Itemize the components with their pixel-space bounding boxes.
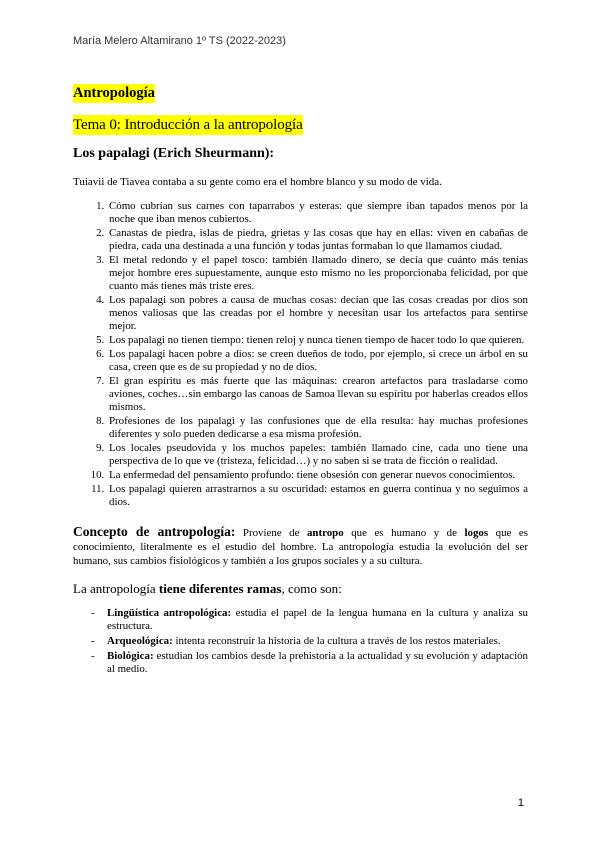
concept-heading: Concepto de antropología: xyxy=(73,524,236,539)
ramas-text: , como son: xyxy=(281,581,342,596)
concept-text: Proviene de xyxy=(235,527,307,539)
dash-bullet: - xyxy=(91,650,95,662)
ramas-text: La antropología xyxy=(73,581,159,596)
rama-label: Lingüística antropológica: xyxy=(107,607,232,619)
list-item: 11. Los papalagi quieren arrastrarnos a su oscuridad: estamos en guerra continua y no seguimos a dios. xyxy=(107,483,528,509)
document-subtitle: Tema 0: Introducción a la antropología xyxy=(73,117,303,133)
rama-text: intenta reconstruir la historia de la cultura a través de los restos materiales. xyxy=(172,635,501,647)
list-item: 10. La enfermedad del pensamiento profundo: tiene obsesión con generar nuevos conocimientos. xyxy=(107,469,528,482)
list-item: 6. Los papalagi hacen pobre a dios: se creen dueños de todo, por ejemplo, si crece un árbol en su casa, creen que es de su propiedad y no de dios. xyxy=(107,348,528,374)
dash-bullet: - xyxy=(91,635,95,647)
dash-bullet: - xyxy=(91,607,95,619)
ramas-bold: tiene diferentes ramas xyxy=(158,581,282,596)
list-item: 5. Los papalagi no tienen tiempo: tienen reloj y nunca tienen tiempo de hacer todo lo que quieren. xyxy=(107,334,528,347)
concept-text: que es humano y de xyxy=(343,527,465,539)
rama-label: Biológica: xyxy=(107,650,154,662)
rama-text: estudian los cambios desde la prehistoria a la actualidad y su evolución y adaptación al medio. xyxy=(107,650,528,675)
concept-text: que es conocimiento, literalmente es el estudio del hombre. La antropología estudia la evolución del ser humano, sus cambios fisiológicos y también a los grupos sociales y a su cultura. xyxy=(73,527,528,567)
rama-text: estudia el papel de la lengua humana en la cultura y analiza su estructura. xyxy=(107,607,529,632)
section-heading-papalagi: Los papalagi (Erich Sheurmann): xyxy=(73,146,275,161)
list-item xyxy=(91,650,528,676)
section-intro: Tuiavii de Tiavea contaba a su gente como era el hombre blanco y su modo de vida. xyxy=(73,176,442,188)
list-item: 1. Cómo cubrían sus carnes con taparrabos y esteras: que siempre iban tapados menos por la noche que iban menos cubiertos. xyxy=(107,200,528,226)
concept-bold-term: logos xyxy=(464,527,489,539)
list-item: 7. El gran espíritu es más fuerte que las máquinas: crearon artefactos para trasladarse como aviones, coches…sin embargo las canoas de Samoa llevan su espíritu por haberlas creados ellos mismos. xyxy=(107,375,528,414)
page-number: 1 xyxy=(517,797,524,809)
list-item: 3. El metal redondo y el papel tosco: también llamado dinero, se decía que cuánto más tenías mejor hombre eres supuestamente, aunque esto mismo no les proporcionaba felicidad, por que cuanto más tienes más triste eres. xyxy=(107,254,528,293)
document-body xyxy=(73,84,528,678)
papalagi-list xyxy=(73,200,528,509)
ramas-intro xyxy=(73,580,528,597)
list-item xyxy=(91,607,528,633)
ramas-list xyxy=(73,607,528,676)
document-title: Antropología xyxy=(73,85,155,101)
page-header: María Melero Altamirano 1º TS (2022-2023) xyxy=(73,35,286,47)
list-item: 2. Canastas de piedra, islas de piedra, grietas y las cosas que hay en ellas: viven en cabañas de piedra, cada una destinada a una función y todas juntas formaban lo que llamamos ciudad. xyxy=(107,227,528,253)
rama-label: Arqueológica: xyxy=(107,635,173,647)
concept-bold-term: antropo xyxy=(306,527,344,539)
concept-paragraph xyxy=(73,525,528,568)
list-item xyxy=(91,635,528,648)
list-item: 9. Los locales pseudovida y los muchos papeles: también llamado cine, cada uno tiene una perspectiva de lo que ve (tristeza, felicidad…) y no saben si se trata de ficción o realidad. xyxy=(107,442,528,468)
list-item: 4. Los papalagi son pobres a causa de muchas cosas: decían que las cosas creadas por dios son menos valiosas que las creadas por el hombre y necesitan usar los artefactos para sentirse mejor. xyxy=(107,294,528,333)
list-item: 8. Profesiones de los papalagi y las confusiones que de ella resulta: hay muchas profesiones diferentes y solo pueden dedicarse a esa misma profesión. xyxy=(107,415,528,441)
